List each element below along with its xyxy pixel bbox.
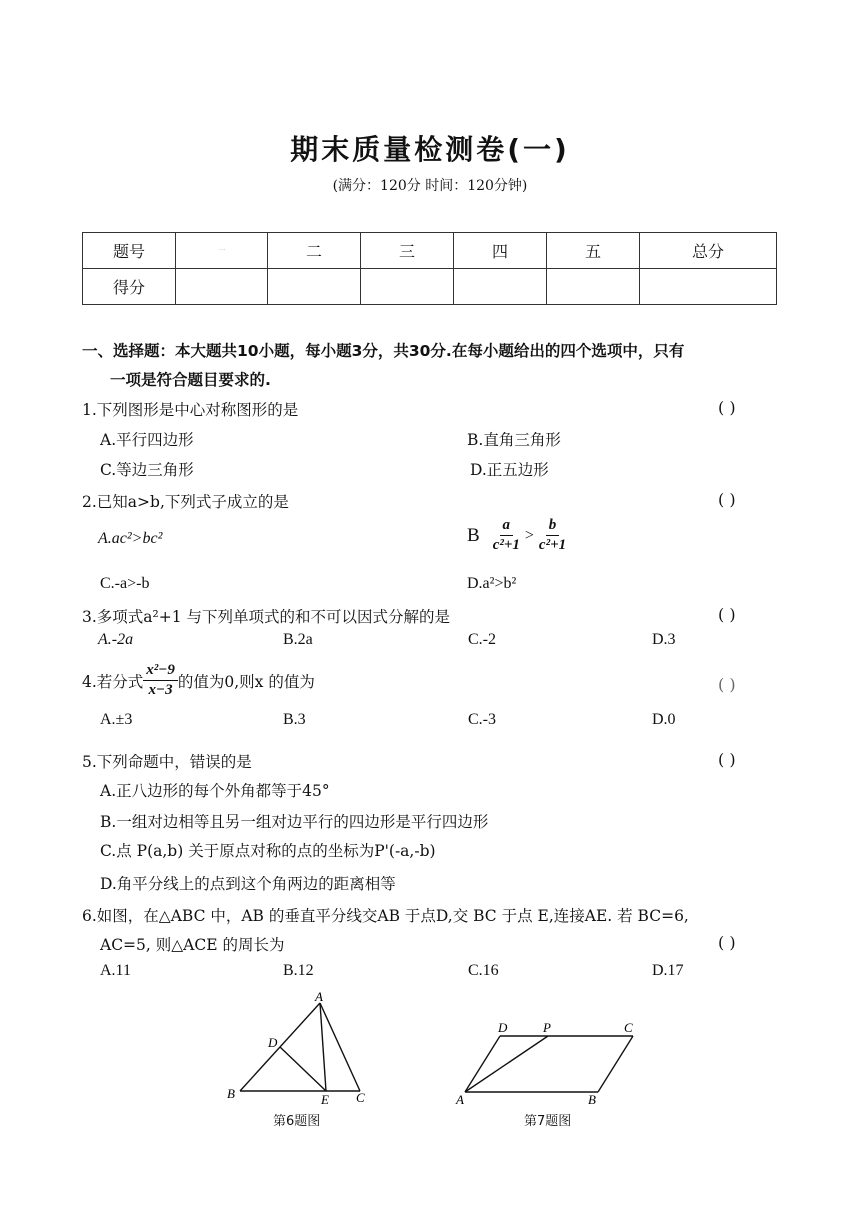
q1-option-d[interactable]: D.正五边形 <box>470 461 549 479</box>
q2-stem: 2.已知a>b,下列式子成立的是 <box>82 493 289 511</box>
segment-ap <box>465 1036 548 1092</box>
q2-option-b-greater-than: > <box>524 526 534 544</box>
q4-answer-blank[interactable]: ( ) <box>718 675 736 694</box>
score-header-cell: 一 <box>176 233 268 269</box>
fig7-label-c: C <box>624 1020 633 1035</box>
q6-option-c[interactable]: C.16 <box>468 962 499 979</box>
q3-option-c[interactable]: C.-2 <box>468 631 496 648</box>
score-row-label: 得分 <box>83 269 176 305</box>
score-header-cell: 三 <box>361 233 454 269</box>
q1-answer-blank[interactable]: ( ) <box>718 398 736 417</box>
score-header-cell: 总分 <box>640 233 777 269</box>
q2-option-b[interactable] <box>467 518 569 553</box>
fig7-label-b: B <box>588 1092 596 1107</box>
segment-de <box>280 1047 326 1091</box>
score-input-cell[interactable] <box>454 269 547 305</box>
segment-ac <box>320 1003 360 1091</box>
page-subtitle: (满分：120分 时间：120分钟) <box>332 178 528 194</box>
q5-option-b[interactable]: B.一组对边相等且另一组对边平行的四边形是平行四边形 <box>100 813 489 831</box>
fig6-label-e: E <box>321 1092 329 1107</box>
fraction-denominator: c²+1 <box>538 537 567 553</box>
fig7-label-d: D <box>498 1020 508 1035</box>
q5-stem: 5.下列命题中，错误的是 <box>82 753 252 771</box>
q5-option-c[interactable]: C.点 P(a,b) 关于原点对称的点的坐标为P'(-a,-b) <box>100 842 436 860</box>
q5-option-d[interactable]: D.角平分线上的点到这个角两边的距离相等 <box>100 875 396 893</box>
section1-heading-cont: 一项是符合题目要求的. <box>110 371 271 389</box>
score-header-cell: 二 <box>268 233 361 269</box>
segment-ad <box>465 1036 500 1092</box>
q3-option-d[interactable]: D.3 <box>652 631 676 648</box>
fraction-denominator: c²+1 <box>492 537 520 553</box>
q2-option-b-fraction-2 <box>536 518 569 553</box>
q4-stem-suffix: 的值为0,则x 的值为 <box>177 672 315 691</box>
q6-stem-line1: 6.如图，在△ABC 中，AB 的垂直平分线交AB 于点D,交 BC 于点 E,连接AE. 若 BC=6, <box>82 907 689 925</box>
score-input-cell[interactable] <box>176 269 268 305</box>
figure-7-parallelogram <box>452 1016 652 1108</box>
segment-cb <box>598 1036 633 1092</box>
score-input-cell[interactable] <box>547 269 640 305</box>
q1-option-b[interactable]: B.直角三角形 <box>467 431 561 449</box>
score-table-score-row <box>83 269 777 305</box>
q2-option-c[interactable]: C.-a>-b <box>100 575 150 592</box>
fig6-label-d: D <box>268 1035 278 1050</box>
q4-option-c[interactable]: C.-3 <box>468 711 496 728</box>
score-table <box>82 232 777 305</box>
q3-option-a[interactable]: A.-2a <box>98 631 134 648</box>
q4-fraction <box>143 663 178 698</box>
score-input-cell[interactable] <box>268 269 361 305</box>
q3-stem: 3.多项式a²+1 与下列单项式的和不可以因式分解的是 <box>82 608 451 626</box>
q6-option-d[interactable]: D.17 <box>652 962 684 979</box>
score-header-cell: 五 <box>547 233 640 269</box>
q4-option-b[interactable]: B.3 <box>283 711 306 728</box>
q4-option-a[interactable]: A.±3 <box>100 711 133 728</box>
figure-6-triangle <box>220 988 380 1108</box>
segment-ae <box>320 1003 326 1091</box>
fig7-label-p: P <box>543 1020 551 1035</box>
q2-option-b-letter: B <box>467 524 480 546</box>
q1-option-c[interactable]: C.等边三角形 <box>100 461 194 479</box>
figure-6-caption: 第6题图 <box>273 1114 321 1129</box>
score-header-cell: 题号 <box>83 233 176 269</box>
q3-option-b[interactable]: B.2a <box>283 631 313 648</box>
q3-answer-blank[interactable]: ( ) <box>718 605 736 624</box>
q2-option-a[interactable]: A.ac²>bc² <box>98 530 163 547</box>
q2-answer-blank[interactable]: ( ) <box>718 490 736 509</box>
q4-option-d[interactable]: D.0 <box>652 711 676 728</box>
fig6-label-b: B <box>227 1086 235 1101</box>
fraction-numerator: b <box>546 518 560 536</box>
fig6-label-a: A <box>315 989 323 1004</box>
fraction-denominator: x−3 <box>148 682 173 698</box>
score-input-cell[interactable] <box>361 269 454 305</box>
q4-stem-prefix: 4.若分式 <box>82 672 144 691</box>
q6-option-a[interactable]: A.11 <box>100 962 131 979</box>
q6-option-b[interactable]: B.12 <box>283 962 314 979</box>
section1-heading: 一、选择题：本大题共10小题，每小题3分，共30分.在每小题给出的四个选项中，只有 <box>82 342 685 360</box>
fig6-label-c: C <box>356 1090 365 1105</box>
q5-answer-blank[interactable]: ( ) <box>718 750 736 769</box>
q1-option-a[interactable]: A.平行四边形 <box>100 431 194 449</box>
q4-stem <box>82 663 315 698</box>
q6-stem-line2: AC=5, 则△ACE 的周长为 <box>100 936 285 954</box>
q5-option-a[interactable]: A.正八边形的每个外角都等于45° <box>100 782 330 800</box>
q1-stem: 1.下列图形是中心对称图形的是 <box>82 401 299 419</box>
q2-option-b-fraction-1 <box>490 518 523 553</box>
page-title: 期末质量检测卷(一) <box>290 133 570 166</box>
score-input-cell[interactable] <box>640 269 777 305</box>
score-table-header-row <box>83 233 777 269</box>
score-header-cell: 四 <box>454 233 547 269</box>
figure-7-caption: 第7题图 <box>524 1114 572 1129</box>
fraction-numerator: x²−9 <box>143 663 178 681</box>
fraction-numerator: a <box>500 518 514 536</box>
q2-option-d[interactable]: D.a²>b² <box>467 575 517 592</box>
fig7-label-a: A <box>456 1092 464 1107</box>
q6-answer-blank[interactable]: ( ) <box>718 933 736 952</box>
